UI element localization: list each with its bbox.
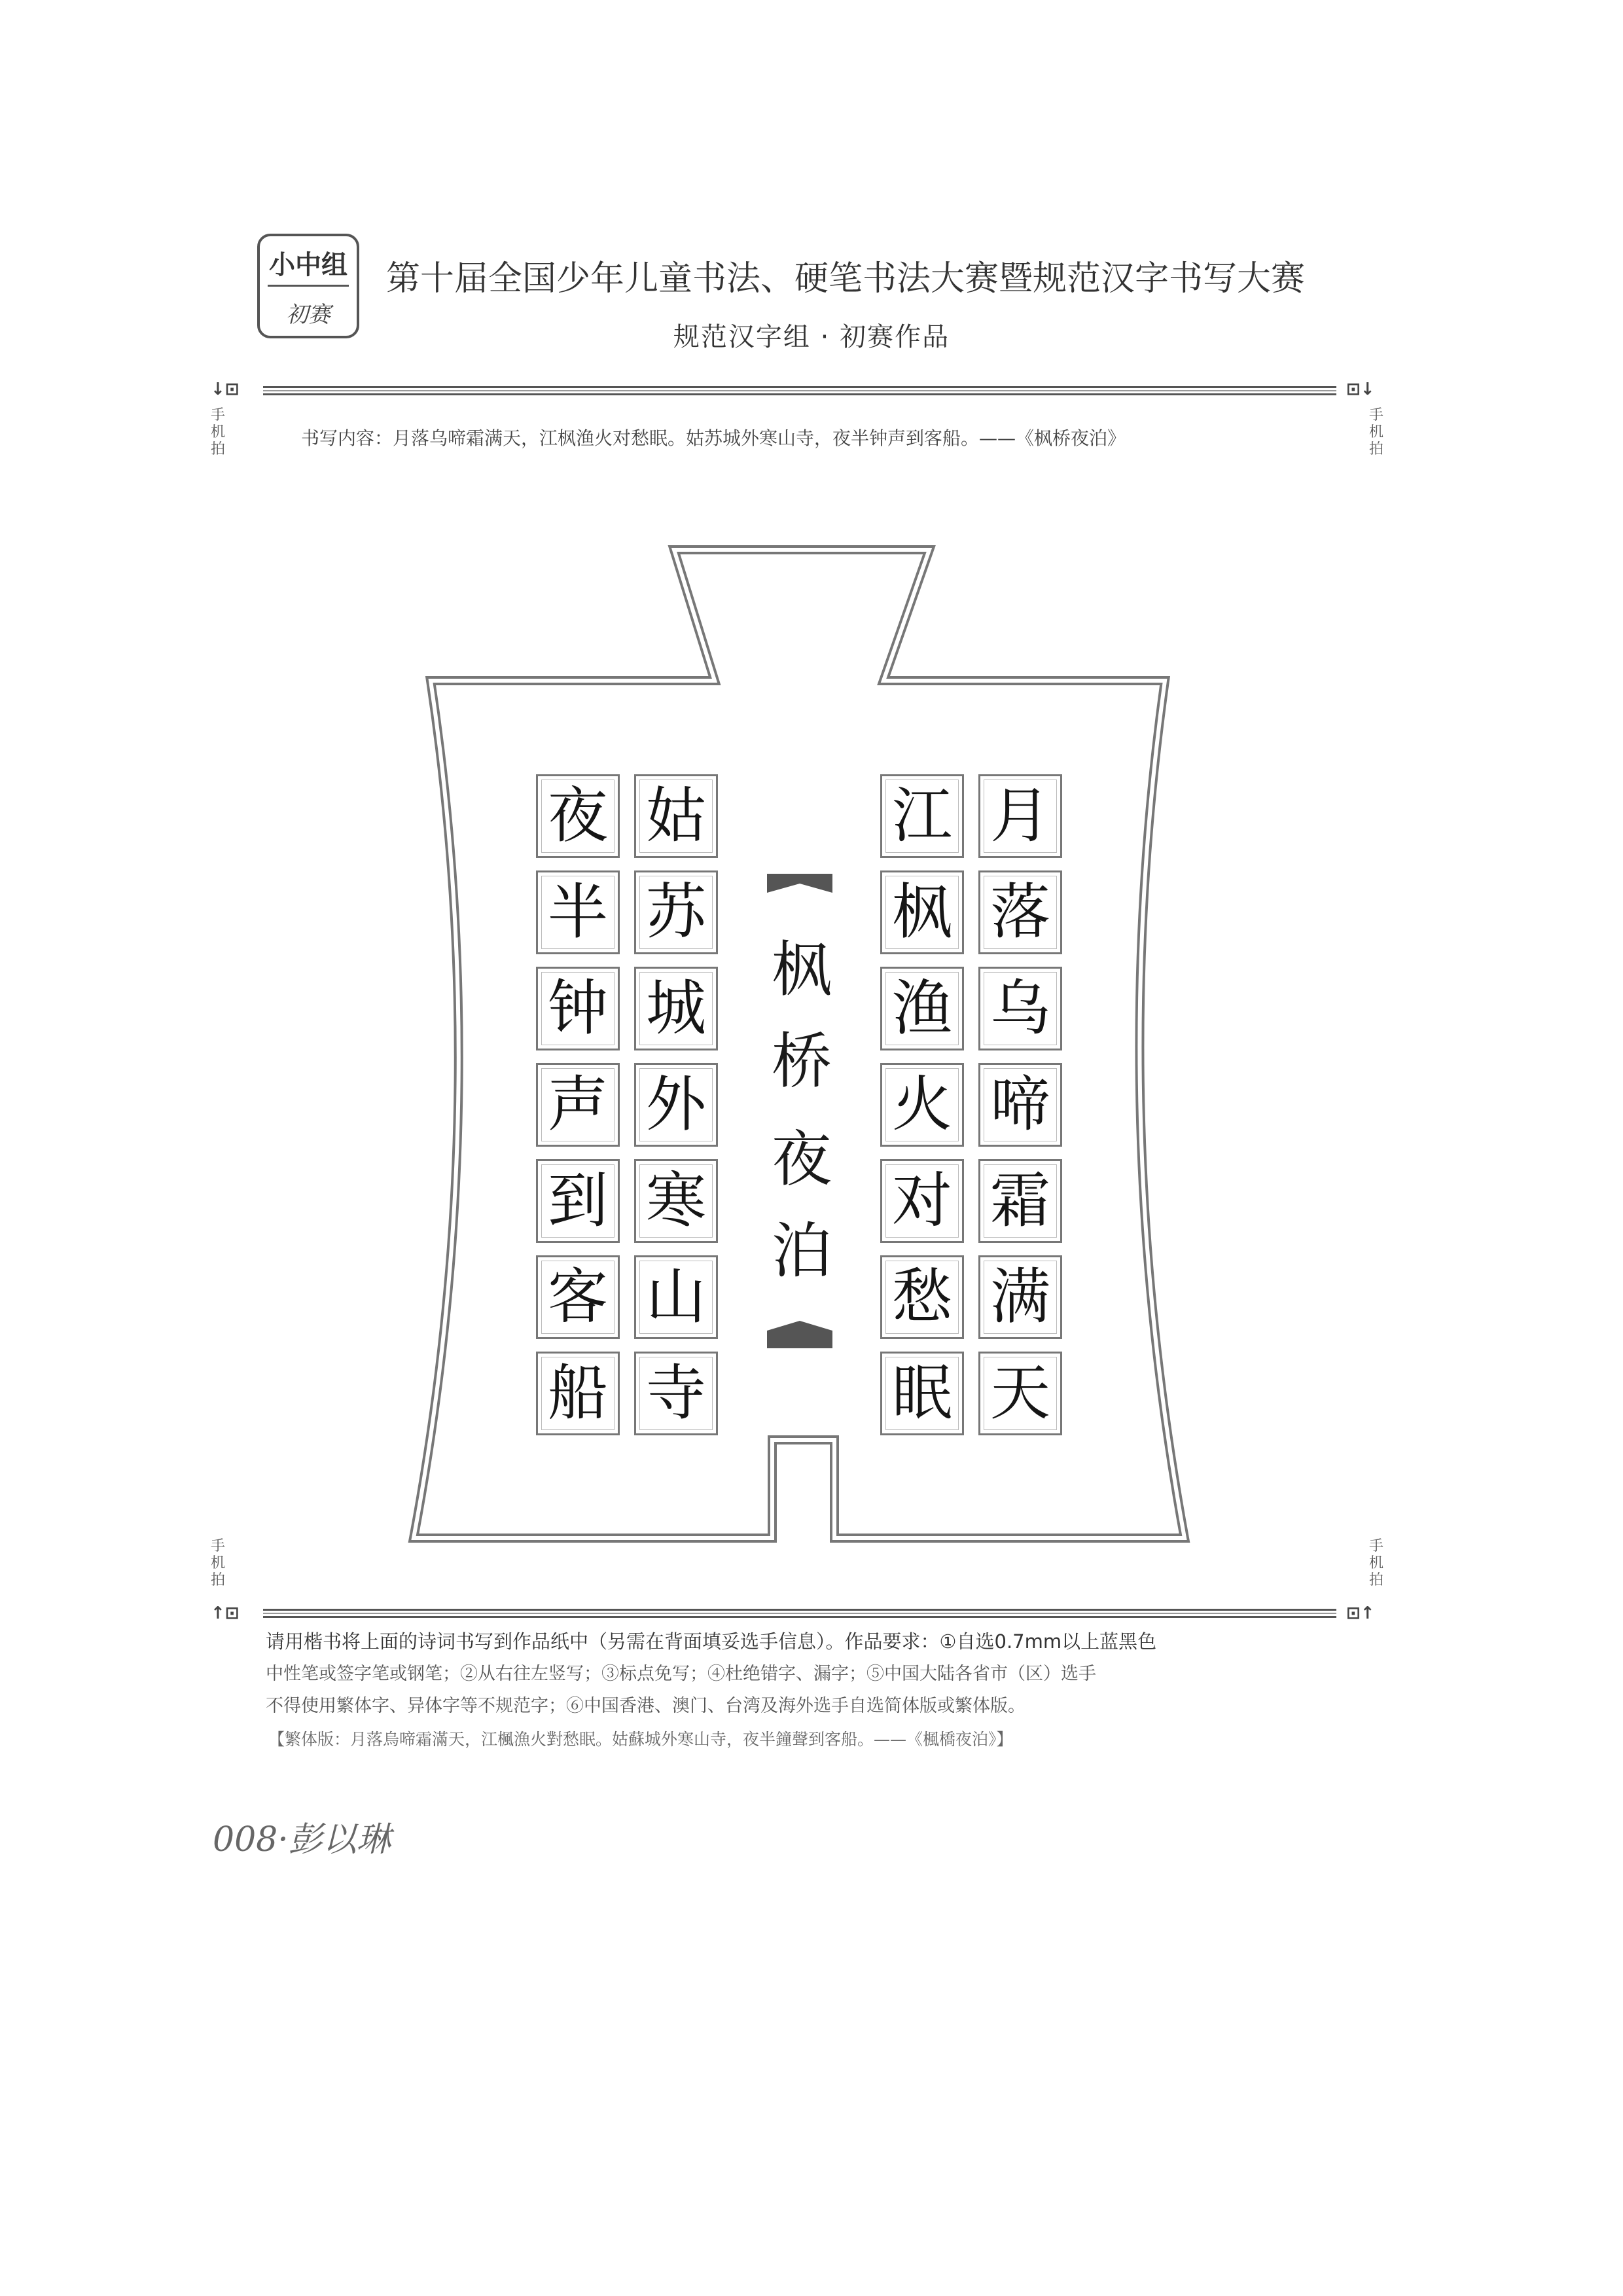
poem-char-cell xyxy=(634,967,718,1050)
badge-stage-label: 初赛 xyxy=(286,302,330,328)
poem-char: 月 xyxy=(990,781,1050,851)
poem-char-cell xyxy=(880,1063,964,1147)
poem-char-cell xyxy=(536,1063,620,1147)
badge-group-label: 小中组 xyxy=(269,250,348,280)
poem-char-cell xyxy=(978,1255,1062,1339)
poem-char: 山 xyxy=(645,1262,706,1332)
poem-char-cell xyxy=(978,1159,1062,1243)
camera-icon-top-left: ↓⊡ xyxy=(211,380,240,399)
poem-char: 声 xyxy=(547,1069,608,1139)
poem-char: 姑 xyxy=(645,781,706,851)
poem-char-cell xyxy=(536,967,620,1050)
poem-char-cell xyxy=(634,1063,718,1147)
page-subtitle: 规范汉字组 · 初赛作品 xyxy=(673,322,950,352)
title-bracket-top xyxy=(767,874,832,893)
poem-char-cell xyxy=(880,870,964,954)
poem-char: 渔 xyxy=(891,973,952,1043)
camera-icon-bottom-left: ↑⊡ xyxy=(211,1604,240,1623)
poem-char-cell xyxy=(978,1352,1062,1435)
poem-char-cell xyxy=(536,1159,620,1243)
title-bracket-bottom xyxy=(767,1321,832,1348)
poem-char: 江 xyxy=(891,781,952,851)
poem-title-char: 夜 xyxy=(771,1124,832,1194)
poem-char: 半 xyxy=(547,877,608,947)
poem-char: 客 xyxy=(547,1262,608,1332)
poem-char: 到 xyxy=(547,1166,608,1236)
poem-char-cell xyxy=(880,774,964,858)
vertical-note-top-right: 手机拍 xyxy=(1368,407,1383,457)
poem-char: 眠 xyxy=(891,1358,952,1428)
poem-char: 寺 xyxy=(645,1358,706,1428)
poem-char-cell xyxy=(634,774,718,858)
poem-title-char: 枫 xyxy=(771,935,832,1005)
poem-char: 霜 xyxy=(990,1166,1050,1236)
poem-char-cell xyxy=(880,1255,964,1339)
poem-char: 寒 xyxy=(645,1166,706,1236)
instructions xyxy=(266,1626,1339,1722)
vertical-note-bottom-right: 手机拍 xyxy=(1368,1538,1383,1588)
handwritten-id-name: 008·彭以琳 xyxy=(213,1820,391,1859)
poem-char: 天 xyxy=(990,1358,1050,1428)
instruction-line: 中性笔或签字笔或钢笔；②从右往左竖写；③标点免写；④杜绝错字、漏字；⑤中国大陆各省市（区）选手 xyxy=(266,1664,1096,1684)
vertical-note-top-left: 手机拍 xyxy=(210,407,225,457)
poem-char: 外 xyxy=(645,1069,706,1139)
poem-char-cell xyxy=(978,967,1062,1050)
writing-content-line: 书写内容：月落乌啼霜满天，江枫渔火对愁眠。姑苏城外寒山寺，夜半钟声到客船。——《枫桥夜泊》 xyxy=(301,427,1126,449)
instruction-line: 请用楷书将上面的诗词书写到作品纸中（另需在背面填妥选手信息）。作品要求：①自选0.7mm以上蓝黑色 xyxy=(266,1630,1157,1653)
poem-char: 火 xyxy=(891,1069,952,1139)
page-title: 第十届全国少年儿童书法、硬笔书法大赛暨规范汉字书写大赛 xyxy=(386,259,1306,298)
poem-char-cell xyxy=(978,1063,1062,1147)
poem-char-cell xyxy=(978,870,1062,954)
camera-icon-bottom-right: ⊡↑ xyxy=(1346,1604,1375,1623)
poem-char-cell xyxy=(536,1352,620,1435)
poem-char: 满 xyxy=(990,1262,1050,1332)
traditional-version-note: 【繁体版：月落烏啼霜滿天，江楓漁火對愁眠。姑蘇城外寒山寺，夜半鐘聲到客船。——《楓橋夜泊》】 xyxy=(268,1730,1013,1749)
poem-char: 钟 xyxy=(547,973,608,1043)
poem-char: 啼 xyxy=(990,1069,1050,1139)
poem-char: 苏 xyxy=(645,877,706,947)
camera-icon-top-right: ⊡↓ xyxy=(1346,380,1375,399)
poem-char-cell xyxy=(880,967,964,1050)
vertical-note-bottom-left: 手机拍 xyxy=(210,1538,225,1588)
poem-char-cell xyxy=(536,774,620,858)
poem-char-cell xyxy=(880,1159,964,1243)
poem-char: 乌 xyxy=(990,973,1050,1043)
poem-char-cell xyxy=(634,1159,718,1243)
poem-char-cell xyxy=(978,774,1062,858)
poem-char: 愁 xyxy=(891,1262,952,1332)
poem-char: 落 xyxy=(990,877,1050,947)
poem-char: 对 xyxy=(891,1166,952,1236)
poem-title-char: 桥 xyxy=(771,1026,832,1096)
poem-char: 枫 xyxy=(891,877,952,947)
poem-char-cell xyxy=(634,1352,718,1435)
poem-char-cell xyxy=(634,870,718,954)
poem-char-cell xyxy=(634,1255,718,1339)
poem-char-cell xyxy=(536,1255,620,1339)
poem-char-cell xyxy=(536,870,620,954)
instruction-line: 不得使用繁体字、异体字等不规范字；⑥中国香港、澳门、台湾及海外选手自选简体版或繁体版。 xyxy=(266,1696,1026,1716)
poem-char: 城 xyxy=(645,973,706,1043)
poem-title-char: 泊 xyxy=(771,1216,832,1286)
poem-char: 夜 xyxy=(547,781,608,851)
bottom-rule xyxy=(263,1609,1336,1618)
poem-char-cell xyxy=(880,1352,964,1435)
poem-char: 船 xyxy=(547,1358,608,1428)
